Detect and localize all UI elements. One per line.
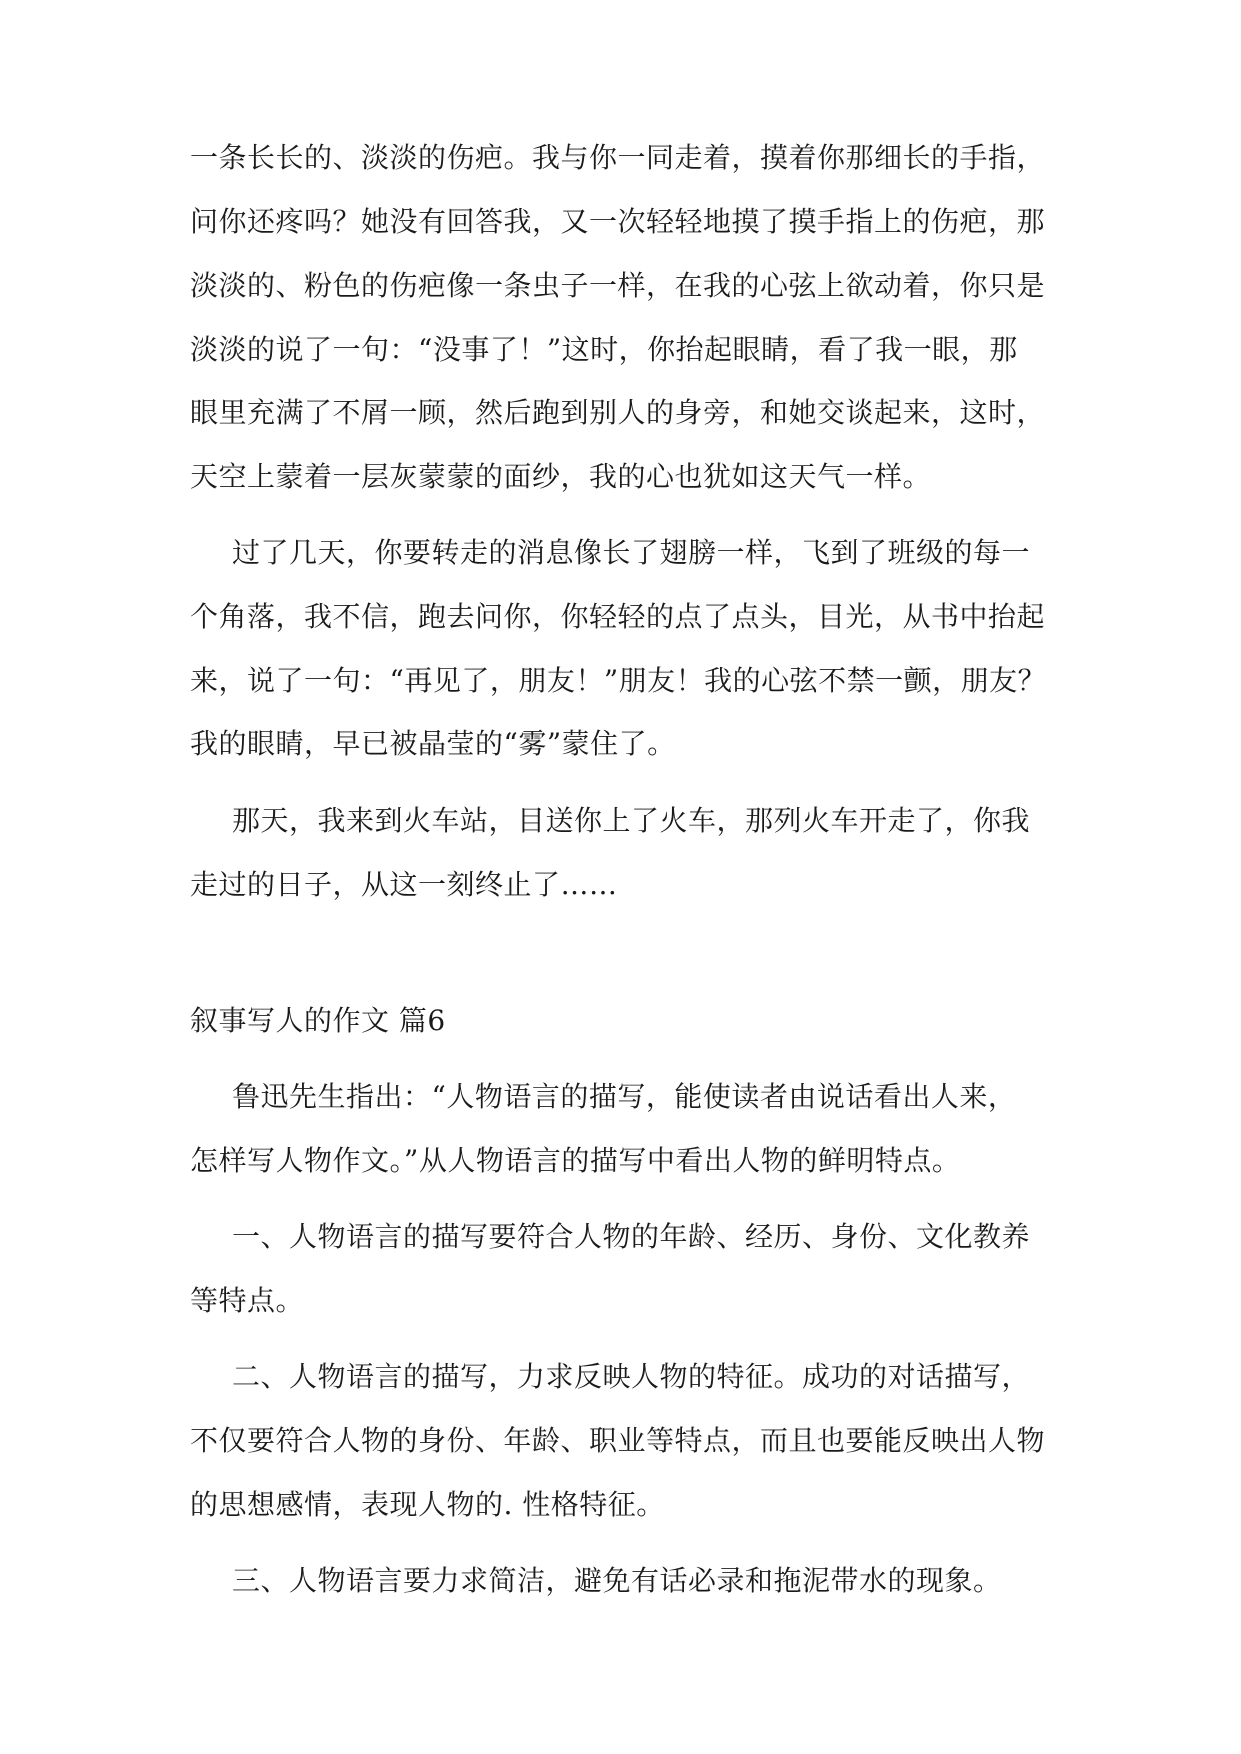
paragraph-line: 来，说了一句：“再见了，朋友！”朋友！我的心弦不禁一颤，朋友？ [190, 664, 1047, 697]
paragraph-line: 怎样写人物作文。”从人物语言的描写中看出人物的鲜明特点。 [190, 1144, 961, 1177]
section-heading: 叙事写人的作文 篇6 [190, 1004, 446, 1037]
paragraph-line: 的思想感情，表现人物的. 性格特征。 [190, 1488, 665, 1521]
paragraph-line: 鲁迅先生指出：“人物语言的描写，能使读者由说话看出人来， [232, 1080, 1017, 1113]
paragraph-line: 一、人物语言的描写要符合人物的年龄、经历、身份、文化教养 [232, 1220, 1031, 1253]
paragraph-line: 个角落，我不信，跑去问你，你轻轻的点了点头，目光，从书中抬起 [190, 600, 1046, 633]
paragraph-line: 淡淡的、粉色的伤疤像一条虫子一样，在我的心弦上欲动着，你只是 [190, 269, 1046, 302]
paragraph-line: 天空上蒙着一层灰蒙蒙的面纱，我的心也犹如这天气一样。 [190, 460, 932, 493]
paragraph-line: 我的眼睛，早已被晶莹的“雾”蒙住了。 [190, 727, 676, 760]
paragraph-line: 二、人物语言的描写，力求反映人物的特征。成功的对话描写， [232, 1360, 1031, 1393]
paragraph-line: 问你还疼吗？她没有回答我，又一次轻轻地摸了摸手指上的伤疤，那 [190, 205, 1046, 238]
paragraph-line: 走过的日子，从这一刻终止了…… [190, 868, 618, 901]
paragraph-line: 等特点。 [190, 1284, 305, 1317]
paragraph-line: 淡淡的说了一句：“没事了！”这时，你抬起眼睛，看了我一眼，那 [190, 333, 1018, 366]
paragraph-line: 不仅要符合人物的身份、年龄、职业等特点，而且也要能反映出人物 [190, 1424, 1046, 1457]
paragraph-line: 过了几天，你要转走的消息像长了翅膀一样，飞到了班级的每一 [232, 536, 1031, 569]
paragraph-line: 眼里充满了不屑一顾，然后跑到别人的身旁，和她交谈起来，这时， [190, 396, 1046, 429]
paragraph-line: 三、人物语言要力求简洁，避免有话必录和拖泥带水的现象。 [232, 1564, 1002, 1597]
paragraph-line: 一条长长的、淡淡的伤疤。我与你一同走着，摸着你那细长的手指， [190, 141, 1046, 174]
paragraph-line: 那天，我来到火车站，目送你上了火车，那列火车开走了，你我 [232, 804, 1031, 837]
